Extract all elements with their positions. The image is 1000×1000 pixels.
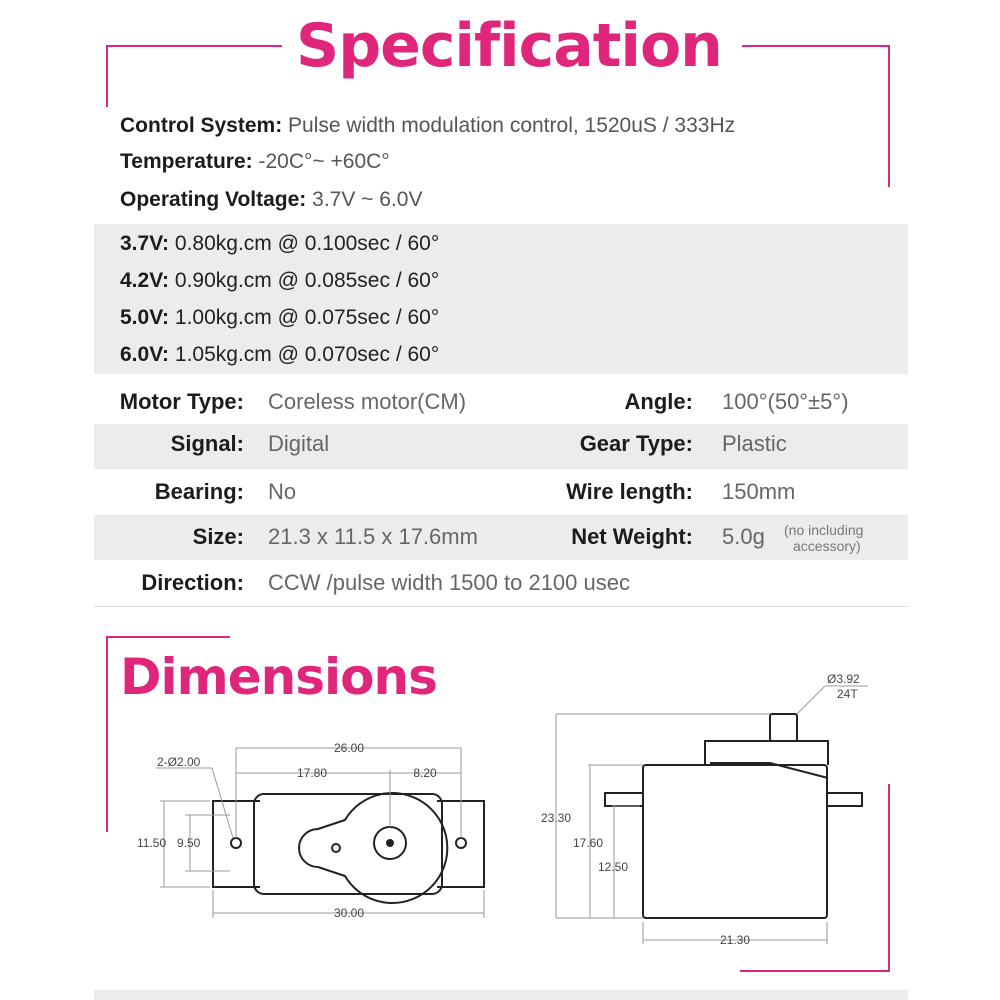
side-view-drawing: [530, 670, 890, 950]
dim-1250-label: 12.50: [598, 860, 629, 874]
dim-1760-label: 17.60: [573, 836, 604, 850]
operating-voltage-value: 3.7V ~ 6.0V: [312, 188, 423, 211]
dim-2130-label: 21.30: [719, 933, 751, 947]
temperature-value: -20C°~ +60C°: [258, 150, 390, 173]
torque-voltage-3: 5.0V:: [120, 306, 170, 329]
section-divider: [94, 606, 908, 607]
spec-frame-top-left: [106, 45, 282, 47]
gear-type-value: Plastic: [722, 431, 787, 456]
spec-frame-right: [888, 45, 890, 187]
angle-label: Angle:: [624, 389, 693, 414]
dim-950-label: 9.50: [177, 836, 201, 850]
top-view-drawing: [120, 730, 520, 930]
control-system-value: Pulse width modulation control, 1520uS / 333Hz: [288, 114, 736, 137]
gear-housing: [705, 741, 828, 765]
dims-frame-left: [106, 636, 108, 832]
servo-horn: [299, 793, 447, 903]
torque-value-1: 0.80kg.cm @ 0.100sec / 60°: [174, 232, 440, 255]
signal-label: Signal:: [170, 431, 244, 456]
dim-820-label: 8.20: [413, 766, 437, 780]
control-system-label: Control System:: [120, 114, 283, 137]
wire-length-label: Wire length:: [566, 479, 693, 504]
torque-row-3: [120, 306, 439, 330]
side-output-shaft: [770, 714, 797, 741]
spec-line-control: [120, 114, 735, 138]
spec-line-temperature: [120, 150, 390, 174]
weight-note-line-2: accessory): [793, 538, 861, 554]
hole-dim-label: 2-Ø2.00: [157, 755, 201, 769]
shaft-diameter-label: Ø3.92: [827, 672, 860, 686]
angle-value: 100°(50°±5°): [722, 389, 849, 414]
wire-length-value: 150mm: [722, 479, 796, 504]
spec-title: Specification: [296, 11, 722, 81]
torque-row-1: [120, 232, 439, 256]
signal-value: Digital: [268, 431, 330, 456]
motor-type-value: Coreless motor(CM): [268, 389, 467, 414]
torque-value-3: 1.00kg.cm @ 0.075sec / 60°: [174, 306, 440, 329]
dims-frame-top: [106, 636, 230, 638]
torque-row-2: [120, 269, 439, 293]
weight-note-line-1: (no including: [784, 522, 864, 538]
temperature-label: Temperature:: [120, 150, 253, 173]
gear-type-label: Gear Type:: [579, 431, 693, 456]
size-label: Size:: [192, 524, 244, 549]
mounting-hole-right: [456, 838, 466, 848]
dims-frame-bottom: [740, 970, 890, 972]
horn-screw-hole: [332, 844, 340, 852]
shaft-screw: [386, 839, 394, 847]
dim-1780-label: 17.80: [296, 766, 328, 780]
motor-type-label: Motor Type:: [119, 389, 244, 414]
side-body: [643, 765, 827, 918]
bottom-strip: [94, 990, 908, 1000]
mounting-hole-left: [231, 838, 241, 848]
spline-teeth-label: 24T: [837, 687, 858, 701]
torque-voltage-4: 6.0V:: [120, 343, 170, 366]
torque-voltage-1: 3.7V:: [120, 232, 170, 255]
net-weight-value: 5.0g: [722, 524, 765, 549]
bearing-label: Bearing:: [154, 479, 244, 504]
net-weight-label: Net Weight:: [571, 524, 693, 549]
spec-frame-left: [106, 45, 108, 107]
torque-value-4: 1.05kg.cm @ 0.070sec / 60°: [174, 343, 440, 366]
operating-voltage-label: Operating Voltage:: [120, 188, 307, 211]
bearing-value: No: [268, 479, 297, 504]
spec-line-voltage: [120, 188, 422, 212]
dim-26-label: 26.00: [333, 741, 365, 755]
dim-1150-label: 11.50: [137, 836, 167, 850]
size-value: 21.3 x 11.5 x 17.6mm: [268, 524, 478, 549]
spec-frame-top-right: [742, 45, 890, 47]
dims-title: Dimensions: [120, 648, 437, 706]
torque-row-4: [120, 343, 439, 367]
dim-30-label: 30.00: [333, 906, 365, 920]
torque-voltage-2: 4.2V:: [120, 269, 170, 292]
direction-value: CCW /pulse width 1500 to 2100 usec: [268, 570, 630, 595]
torque-value-2: 0.90kg.cm @ 0.085sec / 60°: [174, 269, 440, 292]
direction-label: Direction:: [141, 570, 244, 595]
side-left-flange: [605, 793, 643, 806]
dim-2330-label: 23.30: [541, 811, 572, 825]
side-right-flange: [827, 793, 862, 806]
